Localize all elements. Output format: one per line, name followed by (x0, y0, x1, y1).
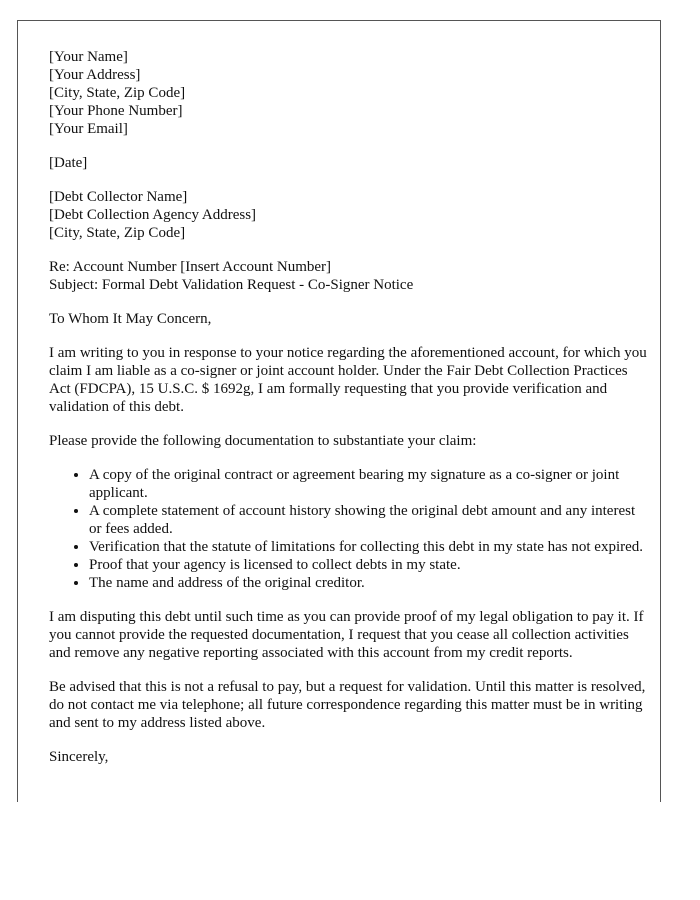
salutation: To Whom It May Concern, (49, 311, 212, 327)
request-intro-paragraph: Please provide the following documentation to substantiate your claim: (49, 433, 477, 449)
intro-paragraph: I am writing to you in response to your notice regarding the aforementioned account, for which you claim I am liable as a co-signer or joint account holder. Under the Fair Debt Collection Practices Act (FDCPA), 15 U.S.C. $ 1692g, I am formally requesting that you provide verification and validation of this debt. (49, 345, 647, 415)
account-reference: Re: Account Number [Insert Account Number] (49, 259, 332, 275)
letter-body (49, 48, 649, 782)
sender-city-state-zip: [City, State, Zip Code] (49, 85, 186, 101)
closing: Sincerely, (49, 749, 109, 765)
reference-block (49, 258, 649, 294)
dispute-paragraph: I am disputing this debt until such time as you can provide proof of my legal obligation to pay it. If you cannot provide the requested documentation, I request that you cease all collection activities and remove any negative reporting associated with this account from my credit reports. (49, 609, 644, 661)
list-item: • A complete statement of account history showing the original debt amount and any interest or fees added. (89, 502, 649, 538)
date-block (49, 154, 649, 172)
list-item: • Proof that your agency is licensed to collect debts in my state. (89, 556, 649, 574)
recipient-city-state-zip: [City, State, Zip Code] (49, 225, 186, 241)
recipient-block (49, 188, 649, 242)
advisory-paragraph: Be advised that this is not a refusal to pay, but a request for validation. Until this matter is resolved, do not contact me via telephone; all future correspondence regarding this matter must be in writing and sent to my address listed above. (49, 679, 646, 731)
list-item: • The name and address of the original creditor. (89, 574, 649, 592)
sender-email: [Your Email] (49, 121, 128, 137)
sender-block (49, 48, 649, 138)
recipient-agency-address: [Debt Collection Agency Address] (49, 207, 257, 223)
list-item: • Verification that the statute of limitations for collecting this debt in my state has not expired. (89, 538, 649, 556)
list-item: • A copy of the original contract or agreement bearing my signature as a co-signer or joint applicant. (89, 466, 649, 502)
recipient-name: [Debt Collector Name] (49, 189, 188, 205)
requested-documents-list (49, 466, 649, 592)
sender-name: [Your Name] (49, 49, 128, 65)
sender-address: [Your Address] (49, 67, 141, 83)
subject-line: Subject: Formal Debt Validation Request - Co-Signer Notice (49, 277, 414, 293)
letter-page (17, 20, 661, 802)
sender-phone: [Your Phone Number] (49, 103, 183, 119)
letter-date: [Date] (49, 155, 88, 171)
